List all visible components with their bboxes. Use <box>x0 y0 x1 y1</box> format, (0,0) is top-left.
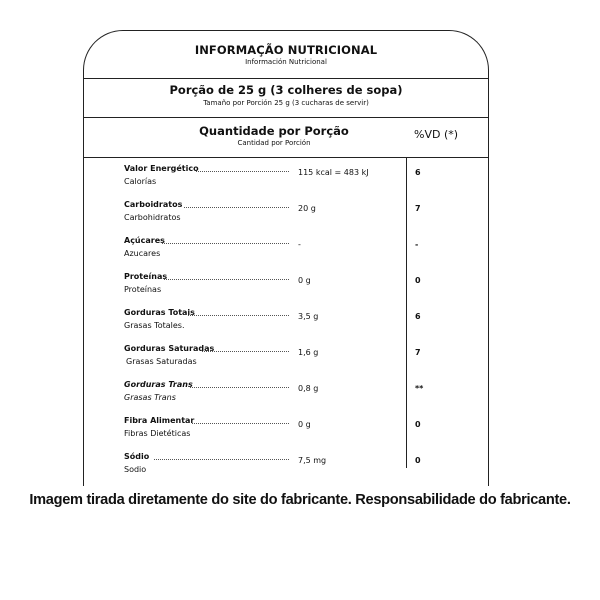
nutrient-quantity: 3,5 g <box>298 312 319 321</box>
nutrient-quantity: 0 g <box>298 420 311 429</box>
label-title: INFORMAÇÃO NUTRICIONAL <box>194 43 378 57</box>
nutrient-daily-value: 0 <box>415 420 421 429</box>
nutrient-quantity: 0,8 g <box>298 384 319 393</box>
nutrient-daily-value: - <box>415 240 419 249</box>
leader-dots <box>188 315 289 316</box>
divider <box>84 157 488 158</box>
portion-size: Porção de 25 g (3 colheres de sopa) <box>169 83 403 97</box>
nutrient-name: Gorduras Trans <box>124 380 193 389</box>
nutrient-name-spanish: Calorías <box>124 177 157 186</box>
leader-dots <box>190 387 289 388</box>
nutrient-daily-value: 6 <box>415 312 421 321</box>
nutrient-name-spanish: Proteínas <box>124 285 162 294</box>
nutrient-name-spanish: Sodio <box>124 465 147 474</box>
nutrient-name: Sódio <box>124 452 150 461</box>
nutrient-row <box>84 164 488 194</box>
image-caption: Imagem tirada diretamente do site do fabricante. Responsabilidade do fabricante. <box>0 489 600 511</box>
nutrient-daily-value: 6 <box>415 168 421 177</box>
nutrient-name: Gorduras Saturadas <box>124 344 215 353</box>
nutrient-name: Valor Energético <box>124 164 199 173</box>
daily-value-header: %VD (*) <box>414 128 459 141</box>
nutrient-name: Proteínas <box>124 272 168 281</box>
nutrient-quantity: - <box>298 240 301 249</box>
nutrient-quantity: 115 kcal = 483 kJ <box>298 168 369 177</box>
nutrient-row <box>84 308 488 338</box>
nutrient-name-spanish: Grasas Totales. <box>124 321 185 330</box>
leader-dots <box>196 171 289 172</box>
nutrient-daily-value: 7 <box>415 204 421 213</box>
nutrient-name-spanish: Carbohidratos <box>124 213 181 222</box>
nutrient-name-spanish: Azucares <box>124 249 161 258</box>
nutrient-name: Fibra Alimentar <box>124 416 195 425</box>
nutrient-name-spanish: Grasas Saturadas <box>126 357 197 366</box>
nutrient-quantity: 1,6 g <box>298 348 319 357</box>
nutrient-daily-value: ** <box>415 384 424 393</box>
nutrient-daily-value: 7 <box>415 348 421 357</box>
nutrient-name-spanish: Grasas Trans <box>124 393 176 402</box>
portion-size-sub: Tamaño por Porción 25 g (3 cucharas de servir) <box>203 99 369 107</box>
divider <box>84 78 488 79</box>
leader-dots <box>154 459 289 460</box>
nutrient-quantity: 7,5 mg <box>298 456 327 465</box>
nutrition-label <box>83 30 489 500</box>
nutrient-row <box>84 380 488 410</box>
nutrient-daily-value: 0 <box>415 276 421 285</box>
leader-dots <box>162 243 289 244</box>
nutrient-row <box>84 200 488 230</box>
quantity-header: Quantidade por Porção <box>199 124 349 138</box>
label-subtitle: Información Nutricional <box>245 58 327 66</box>
nutrient-quantity: 20 g <box>298 204 316 213</box>
nutrient-row <box>84 272 488 302</box>
nutrient-quantity: 0 g <box>298 276 311 285</box>
nutrient-row <box>84 344 488 374</box>
nutrient-row <box>84 416 488 446</box>
nutrient-name: Carboidratos <box>124 200 183 209</box>
nutrient-name: Açúcares <box>124 236 165 245</box>
leader-dots <box>164 279 289 280</box>
nutrient-row <box>84 236 488 266</box>
leader-dots <box>184 207 289 208</box>
nutrient-daily-value: 0 <box>415 456 421 465</box>
leader-dots <box>202 351 289 352</box>
nutrient-row <box>84 452 488 482</box>
nutrient-name: Gorduras Totais <box>124 308 195 317</box>
quantity-header-sub: Cantidad por Porción <box>237 139 311 147</box>
divider <box>84 117 488 118</box>
leader-dots <box>192 423 289 424</box>
nutrient-name-spanish: Fibras Dietéticas <box>124 429 191 438</box>
